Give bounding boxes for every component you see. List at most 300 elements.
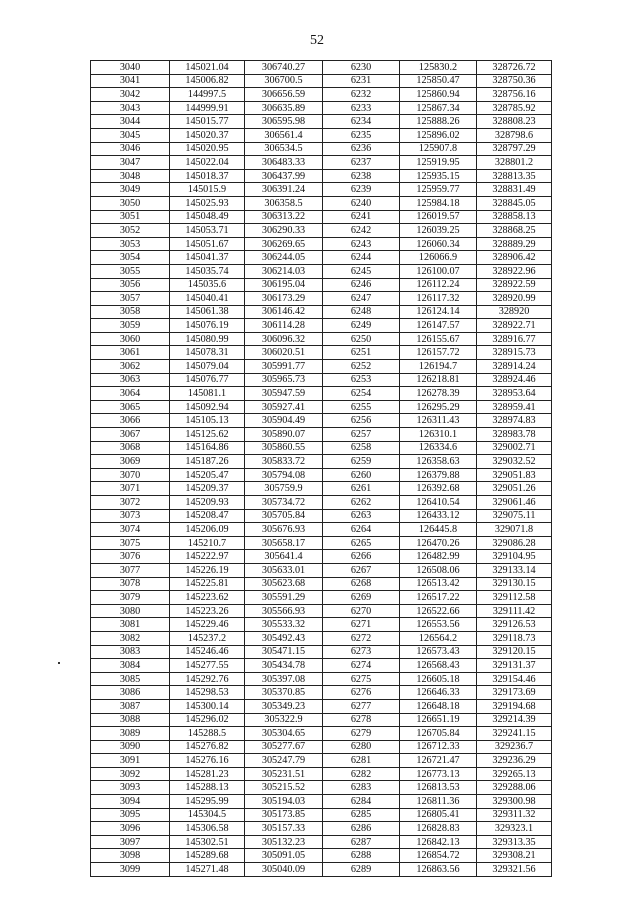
x-coordinate-left-cell: 145092.94: [170, 400, 245, 414]
y-coordinate-right-cell: 329002.71: [477, 441, 552, 455]
y-coordinate-left-cell: 306096.32: [245, 332, 323, 346]
y-coordinate-right-cell: 329118.73: [477, 631, 552, 645]
y-coordinate-left-cell: 306290.33: [245, 224, 323, 238]
y-coordinate-right-cell: 328920: [477, 305, 552, 319]
x-coordinate-left-cell: 145296.02: [170, 713, 245, 727]
y-coordinate-right-cell: 328726.72: [477, 61, 552, 75]
table-row: [91, 414, 552, 428]
x-coordinate-right-cell: 126392.68: [400, 482, 477, 496]
x-coordinate-right-cell: 126568.43: [400, 659, 477, 673]
point-number-right-cell: 6258: [323, 441, 400, 455]
table-row: [91, 740, 552, 754]
point-number-left-cell: 3069: [91, 455, 170, 469]
point-number-right-cell: 6274: [323, 659, 400, 673]
y-coordinate-right-cell: 328813.35: [477, 169, 552, 183]
table-row: [91, 360, 552, 374]
x-coordinate-left-cell: 145080.99: [170, 332, 245, 346]
x-coordinate-right-cell: 126508.06: [400, 563, 477, 577]
point-number-left-cell: 3068: [91, 441, 170, 455]
y-coordinate-right-cell: 329111.42: [477, 604, 552, 618]
y-coordinate-left-cell: 306114.28: [245, 319, 323, 333]
y-coordinate-left-cell: 305705.84: [245, 509, 323, 523]
y-coordinate-left-cell: 306195.04: [245, 278, 323, 292]
point-number-left-cell: 3055: [91, 264, 170, 278]
y-coordinate-left-cell: 306214.03: [245, 264, 323, 278]
point-number-right-cell: 6277: [323, 699, 400, 713]
point-number-left-cell: 3040: [91, 61, 170, 75]
point-number-right-cell: 6253: [323, 373, 400, 387]
y-coordinate-left-cell: 305471.15: [245, 645, 323, 659]
y-coordinate-right-cell: 329051.26: [477, 482, 552, 496]
y-coordinate-right-cell: 328920.99: [477, 292, 552, 306]
x-coordinate-left-cell: 145229.46: [170, 618, 245, 632]
y-coordinate-right-cell: 328785.92: [477, 101, 552, 115]
point-number-left-cell: 3051: [91, 210, 170, 224]
coordinates-table-body: [91, 61, 552, 877]
x-coordinate-left-cell: 145304.5: [170, 808, 245, 822]
y-coordinate-left-cell: 305397.08: [245, 672, 323, 686]
point-number-right-cell: 6275: [323, 672, 400, 686]
y-coordinate-right-cell: 328797.29: [477, 142, 552, 156]
point-number-right-cell: 6270: [323, 604, 400, 618]
y-coordinate-right-cell: 329236.7: [477, 740, 552, 754]
x-coordinate-right-cell: 126705.84: [400, 727, 477, 741]
point-number-right-cell: 6268: [323, 577, 400, 591]
point-number-left-cell: 3049: [91, 183, 170, 197]
table-row: [91, 169, 552, 183]
x-coordinate-right-cell: 126060.34: [400, 237, 477, 251]
y-coordinate-right-cell: 329323.1: [477, 822, 552, 836]
point-number-left-cell: 3059: [91, 319, 170, 333]
y-coordinate-left-cell: 306656.59: [245, 88, 323, 102]
table-row: [91, 319, 552, 333]
table-row: [91, 536, 552, 550]
table-row: [91, 631, 552, 645]
margin-dot: [58, 662, 60, 664]
x-coordinate-right-cell: 126100.07: [400, 264, 477, 278]
table-row: [91, 563, 552, 577]
x-coordinate-right-cell: 126334.6: [400, 441, 477, 455]
x-coordinate-left-cell: 145040.41: [170, 292, 245, 306]
x-coordinate-left-cell: 145061.38: [170, 305, 245, 319]
x-coordinate-left-cell: 145226.19: [170, 563, 245, 577]
y-coordinate-right-cell: 329112.58: [477, 591, 552, 605]
table-row: [91, 387, 552, 401]
x-coordinate-right-cell: 126648.18: [400, 699, 477, 713]
x-coordinate-right-cell: 126157.72: [400, 346, 477, 360]
y-coordinate-right-cell: 329300.98: [477, 795, 552, 809]
point-number-right-cell: 6245: [323, 264, 400, 278]
point-number-left-cell: 3093: [91, 781, 170, 795]
point-number-left-cell: 3053: [91, 237, 170, 251]
x-coordinate-left-cell: 145302.51: [170, 835, 245, 849]
y-coordinate-left-cell: 305591.29: [245, 591, 323, 605]
point-number-right-cell: 6239: [323, 183, 400, 197]
y-coordinate-left-cell: 305833.72: [245, 455, 323, 469]
y-coordinate-right-cell: 328798.6: [477, 128, 552, 142]
page-number: 52: [310, 33, 324, 48]
point-number-right-cell: 6254: [323, 387, 400, 401]
point-number-right-cell: 6249: [323, 319, 400, 333]
x-coordinate-right-cell: 126828.83: [400, 822, 477, 836]
x-coordinate-left-cell: 145079.04: [170, 360, 245, 374]
y-coordinate-left-cell: 306595.98: [245, 115, 323, 129]
x-coordinate-left-cell: 145292.76: [170, 672, 245, 686]
x-coordinate-left-cell: 145300.14: [170, 699, 245, 713]
x-coordinate-right-cell: 126605.18: [400, 672, 477, 686]
point-number-left-cell: 3088: [91, 713, 170, 727]
point-number-right-cell: 6269: [323, 591, 400, 605]
point-number-left-cell: 3042: [91, 88, 170, 102]
y-coordinate-right-cell: 329308.21: [477, 849, 552, 863]
y-coordinate-left-cell: 305132.23: [245, 835, 323, 849]
point-number-left-cell: 3048: [91, 169, 170, 183]
point-number-right-cell: 6251: [323, 346, 400, 360]
point-number-right-cell: 6232: [323, 88, 400, 102]
table-row: [91, 808, 552, 822]
y-coordinate-right-cell: 329311.32: [477, 808, 552, 822]
y-coordinate-left-cell: 305370.85: [245, 686, 323, 700]
table-row: [91, 849, 552, 863]
y-coordinate-left-cell: 306740.27: [245, 61, 323, 75]
table-row: [91, 128, 552, 142]
table-row: [91, 101, 552, 115]
y-coordinate-left-cell: 305658.17: [245, 536, 323, 550]
x-coordinate-right-cell: 126513.42: [400, 577, 477, 591]
x-coordinate-right-cell: 126646.33: [400, 686, 477, 700]
x-coordinate-right-cell: 126311.43: [400, 414, 477, 428]
y-coordinate-left-cell: 305173.85: [245, 808, 323, 822]
table-row: [91, 305, 552, 319]
table-row: [91, 455, 552, 469]
point-number-right-cell: 6279: [323, 727, 400, 741]
x-coordinate-right-cell: 126573.43: [400, 645, 477, 659]
y-coordinate-right-cell: 329075.11: [477, 509, 552, 523]
table-row: [91, 699, 552, 713]
x-coordinate-right-cell: 125830.2: [400, 61, 477, 75]
table-row: [91, 591, 552, 605]
x-coordinate-right-cell: 125896.02: [400, 128, 477, 142]
y-coordinate-right-cell: 329051.83: [477, 468, 552, 482]
x-coordinate-right-cell: 126117.32: [400, 292, 477, 306]
point-number-left-cell: 3056: [91, 278, 170, 292]
y-coordinate-right-cell: 328915.73: [477, 346, 552, 360]
point-number-left-cell: 3095: [91, 808, 170, 822]
point-number-left-cell: 3060: [91, 332, 170, 346]
table-row: [91, 292, 552, 306]
x-coordinate-right-cell: 126863.56: [400, 863, 477, 877]
x-coordinate-right-cell: 125959.77: [400, 183, 477, 197]
x-coordinate-right-cell: 125867.34: [400, 101, 477, 115]
x-coordinate-right-cell: 126218.81: [400, 373, 477, 387]
table-row: [91, 604, 552, 618]
table-row: [91, 618, 552, 632]
y-coordinate-right-cell: 328858.13: [477, 210, 552, 224]
point-number-right-cell: 6246: [323, 278, 400, 292]
x-coordinate-left-cell: 145006.82: [170, 74, 245, 88]
x-coordinate-left-cell: 145187.26: [170, 455, 245, 469]
y-coordinate-left-cell: 305927.41: [245, 400, 323, 414]
y-coordinate-right-cell: 329194.68: [477, 699, 552, 713]
x-coordinate-left-cell: 145020.37: [170, 128, 245, 142]
point-number-left-cell: 3078: [91, 577, 170, 591]
point-number-left-cell: 3097: [91, 835, 170, 849]
x-coordinate-left-cell: 145048.49: [170, 210, 245, 224]
point-number-right-cell: 6285: [323, 808, 400, 822]
point-number-left-cell: 3064: [91, 387, 170, 401]
point-number-left-cell: 3057: [91, 292, 170, 306]
point-number-left-cell: 3083: [91, 645, 170, 659]
point-number-right-cell: 6241: [323, 210, 400, 224]
table-row: [91, 115, 552, 129]
x-coordinate-left-cell: 145209.37: [170, 482, 245, 496]
x-coordinate-right-cell: 126721.47: [400, 754, 477, 768]
point-number-left-cell: 3070: [91, 468, 170, 482]
point-number-right-cell: 6278: [323, 713, 400, 727]
y-coordinate-left-cell: 305533.32: [245, 618, 323, 632]
x-coordinate-left-cell: 145237.2: [170, 631, 245, 645]
x-coordinate-left-cell: 145271.48: [170, 863, 245, 877]
x-coordinate-left-cell: 145018.37: [170, 169, 245, 183]
table-row: [91, 672, 552, 686]
y-coordinate-left-cell: 305304.65: [245, 727, 323, 741]
point-number-left-cell: 3084: [91, 659, 170, 673]
y-coordinate-left-cell: 306534.5: [245, 142, 323, 156]
x-coordinate-left-cell: 145225.81: [170, 577, 245, 591]
y-coordinate-left-cell: 305231.51: [245, 767, 323, 781]
x-coordinate-left-cell: 145025.93: [170, 196, 245, 210]
y-coordinate-left-cell: 305890.07: [245, 428, 323, 442]
y-coordinate-right-cell: 328914.24: [477, 360, 552, 374]
point-number-right-cell: 6235: [323, 128, 400, 142]
x-coordinate-left-cell: 145022.04: [170, 156, 245, 170]
point-number-right-cell: 6272: [323, 631, 400, 645]
y-coordinate-right-cell: 328906.42: [477, 251, 552, 265]
table-row: [91, 332, 552, 346]
table-row: [91, 781, 552, 795]
x-coordinate-left-cell: 145289.68: [170, 849, 245, 863]
table-row: [91, 550, 552, 564]
x-coordinate-right-cell: 125888.26: [400, 115, 477, 129]
x-coordinate-left-cell: 145078.31: [170, 346, 245, 360]
y-coordinate-right-cell: 328756.16: [477, 88, 552, 102]
point-number-right-cell: 6255: [323, 400, 400, 414]
x-coordinate-right-cell: 126445.8: [400, 523, 477, 537]
y-coordinate-right-cell: 329173.69: [477, 686, 552, 700]
x-coordinate-right-cell: 126564.2: [400, 631, 477, 645]
x-coordinate-left-cell: 145015.9: [170, 183, 245, 197]
table-row: [91, 822, 552, 836]
y-coordinate-right-cell: 329236.29: [477, 754, 552, 768]
y-coordinate-right-cell: 328808.23: [477, 115, 552, 129]
point-number-left-cell: 3041: [91, 74, 170, 88]
y-coordinate-right-cell: 328922.96: [477, 264, 552, 278]
point-number-right-cell: 6240: [323, 196, 400, 210]
point-number-left-cell: 3085: [91, 672, 170, 686]
point-number-left-cell: 3043: [91, 101, 170, 115]
point-number-left-cell: 3099: [91, 863, 170, 877]
x-coordinate-left-cell: 145020.95: [170, 142, 245, 156]
y-coordinate-left-cell: 305860.55: [245, 441, 323, 455]
point-number-left-cell: 3086: [91, 686, 170, 700]
x-coordinate-left-cell: 145051.67: [170, 237, 245, 251]
y-coordinate-left-cell: 306244.05: [245, 251, 323, 265]
point-number-right-cell: 6282: [323, 767, 400, 781]
table-row: [91, 251, 552, 265]
table-row: [91, 496, 552, 510]
point-number-right-cell: 6280: [323, 740, 400, 754]
y-coordinate-left-cell: 306700.5: [245, 74, 323, 88]
point-number-left-cell: 3054: [91, 251, 170, 265]
y-coordinate-right-cell: 328831.49: [477, 183, 552, 197]
y-coordinate-right-cell: 329086.28: [477, 536, 552, 550]
table-row: [91, 727, 552, 741]
x-coordinate-right-cell: 126124.14: [400, 305, 477, 319]
x-coordinate-right-cell: 125860.94: [400, 88, 477, 102]
y-coordinate-left-cell: 305194.03: [245, 795, 323, 809]
point-number-left-cell: 3063: [91, 373, 170, 387]
x-coordinate-right-cell: 126379.88: [400, 468, 477, 482]
y-coordinate-left-cell: 305434.78: [245, 659, 323, 673]
y-coordinate-left-cell: 305947.59: [245, 387, 323, 401]
y-coordinate-left-cell: 305965.73: [245, 373, 323, 387]
point-number-left-cell: 3081: [91, 618, 170, 632]
y-coordinate-left-cell: 305641.4: [245, 550, 323, 564]
point-number-right-cell: 6266: [323, 550, 400, 564]
point-number-left-cell: 3094: [91, 795, 170, 809]
y-coordinate-right-cell: 328868.25: [477, 224, 552, 238]
x-coordinate-left-cell: 145021.04: [170, 61, 245, 75]
point-number-right-cell: 6289: [323, 863, 400, 877]
point-number-right-cell: 6244: [323, 251, 400, 265]
table-row: [91, 278, 552, 292]
table-row: [91, 61, 552, 75]
table-row: [91, 795, 552, 809]
point-number-right-cell: 6233: [323, 101, 400, 115]
y-coordinate-left-cell: 306020.51: [245, 346, 323, 360]
x-coordinate-right-cell: 126019.57: [400, 210, 477, 224]
x-coordinate-right-cell: 126842.13: [400, 835, 477, 849]
x-coordinate-right-cell: 126773.13: [400, 767, 477, 781]
x-coordinate-right-cell: 126155.67: [400, 332, 477, 346]
point-number-right-cell: 6271: [323, 618, 400, 632]
y-coordinate-left-cell: 305734.72: [245, 496, 323, 510]
x-coordinate-right-cell: 126522.66: [400, 604, 477, 618]
x-coordinate-left-cell: 145206.09: [170, 523, 245, 537]
table-row: [91, 88, 552, 102]
y-coordinate-right-cell: 328924.46: [477, 373, 552, 387]
y-coordinate-left-cell: 305040.09: [245, 863, 323, 877]
table-row: [91, 468, 552, 482]
point-number-right-cell: 6242: [323, 224, 400, 238]
point-number-right-cell: 6234: [323, 115, 400, 129]
x-coordinate-right-cell: 126482.99: [400, 550, 477, 564]
point-number-right-cell: 6286: [323, 822, 400, 836]
point-number-right-cell: 6276: [323, 686, 400, 700]
point-number-left-cell: 3077: [91, 563, 170, 577]
point-number-right-cell: 6263: [323, 509, 400, 523]
y-coordinate-left-cell: 305492.43: [245, 631, 323, 645]
x-coordinate-right-cell: 126813.53: [400, 781, 477, 795]
table-row: [91, 210, 552, 224]
x-coordinate-left-cell: 145035.6: [170, 278, 245, 292]
point-number-left-cell: 3046: [91, 142, 170, 156]
table-row: [91, 686, 552, 700]
table-row: [91, 400, 552, 414]
y-coordinate-right-cell: 329104.95: [477, 550, 552, 564]
point-number-left-cell: 3075: [91, 536, 170, 550]
y-coordinate-right-cell: 328922.59: [477, 278, 552, 292]
table-row: [91, 264, 552, 278]
y-coordinate-left-cell: 305277.67: [245, 740, 323, 754]
y-coordinate-right-cell: 329032.52: [477, 455, 552, 469]
y-coordinate-right-cell: 329154.46: [477, 672, 552, 686]
x-coordinate-right-cell: 126147.57: [400, 319, 477, 333]
point-number-right-cell: 6259: [323, 455, 400, 469]
x-coordinate-right-cell: 126358.63: [400, 455, 477, 469]
y-coordinate-left-cell: 305759.9: [245, 482, 323, 496]
point-number-right-cell: 6252: [323, 360, 400, 374]
x-coordinate-right-cell: 125919.95: [400, 156, 477, 170]
table-row: [91, 373, 552, 387]
point-number-right-cell: 6261: [323, 482, 400, 496]
x-coordinate-left-cell: 145015.77: [170, 115, 245, 129]
table-row: [91, 754, 552, 768]
table-row: [91, 237, 552, 251]
point-number-left-cell: 3045: [91, 128, 170, 142]
x-coordinate-right-cell: 126854.72: [400, 849, 477, 863]
point-number-right-cell: 6267: [323, 563, 400, 577]
y-coordinate-right-cell: 329133.14: [477, 563, 552, 577]
x-coordinate-right-cell: 126517.22: [400, 591, 477, 605]
table-row: [91, 659, 552, 673]
x-coordinate-right-cell: 125935.15: [400, 169, 477, 183]
point-number-left-cell: 3047: [91, 156, 170, 170]
y-coordinate-left-cell: 305091.05: [245, 849, 323, 863]
table-row: [91, 767, 552, 781]
point-number-right-cell: 6260: [323, 468, 400, 482]
y-coordinate-right-cell: 328922.71: [477, 319, 552, 333]
x-coordinate-left-cell: 145288.5: [170, 727, 245, 741]
y-coordinate-right-cell: 328750.36: [477, 74, 552, 88]
y-coordinate-right-cell: 329214.39: [477, 713, 552, 727]
point-number-right-cell: 6264: [323, 523, 400, 537]
x-coordinate-left-cell: 145076.19: [170, 319, 245, 333]
y-coordinate-right-cell: 329126.53: [477, 618, 552, 632]
point-number-left-cell: 3096: [91, 822, 170, 836]
point-number-right-cell: 6243: [323, 237, 400, 251]
y-coordinate-right-cell: 329288.06: [477, 781, 552, 795]
point-number-left-cell: 3079: [91, 591, 170, 605]
y-coordinate-left-cell: 305904.49: [245, 414, 323, 428]
x-coordinate-left-cell: 145076.77: [170, 373, 245, 387]
point-number-right-cell: 6247: [323, 292, 400, 306]
point-number-right-cell: 6230: [323, 61, 400, 75]
x-coordinate-right-cell: 126310.1: [400, 428, 477, 442]
x-coordinate-left-cell: 145105.13: [170, 414, 245, 428]
y-coordinate-left-cell: 305676.93: [245, 523, 323, 537]
x-coordinate-right-cell: 126470.26: [400, 536, 477, 550]
table-row: [91, 509, 552, 523]
y-coordinate-left-cell: 305157.33: [245, 822, 323, 836]
point-number-left-cell: 3074: [91, 523, 170, 537]
point-number-right-cell: 6236: [323, 142, 400, 156]
y-coordinate-right-cell: 329130.15: [477, 577, 552, 591]
x-coordinate-left-cell: 145205.47: [170, 468, 245, 482]
x-coordinate-left-cell: 145210.7: [170, 536, 245, 550]
point-number-left-cell: 3091: [91, 754, 170, 768]
point-number-right-cell: 6262: [323, 496, 400, 510]
